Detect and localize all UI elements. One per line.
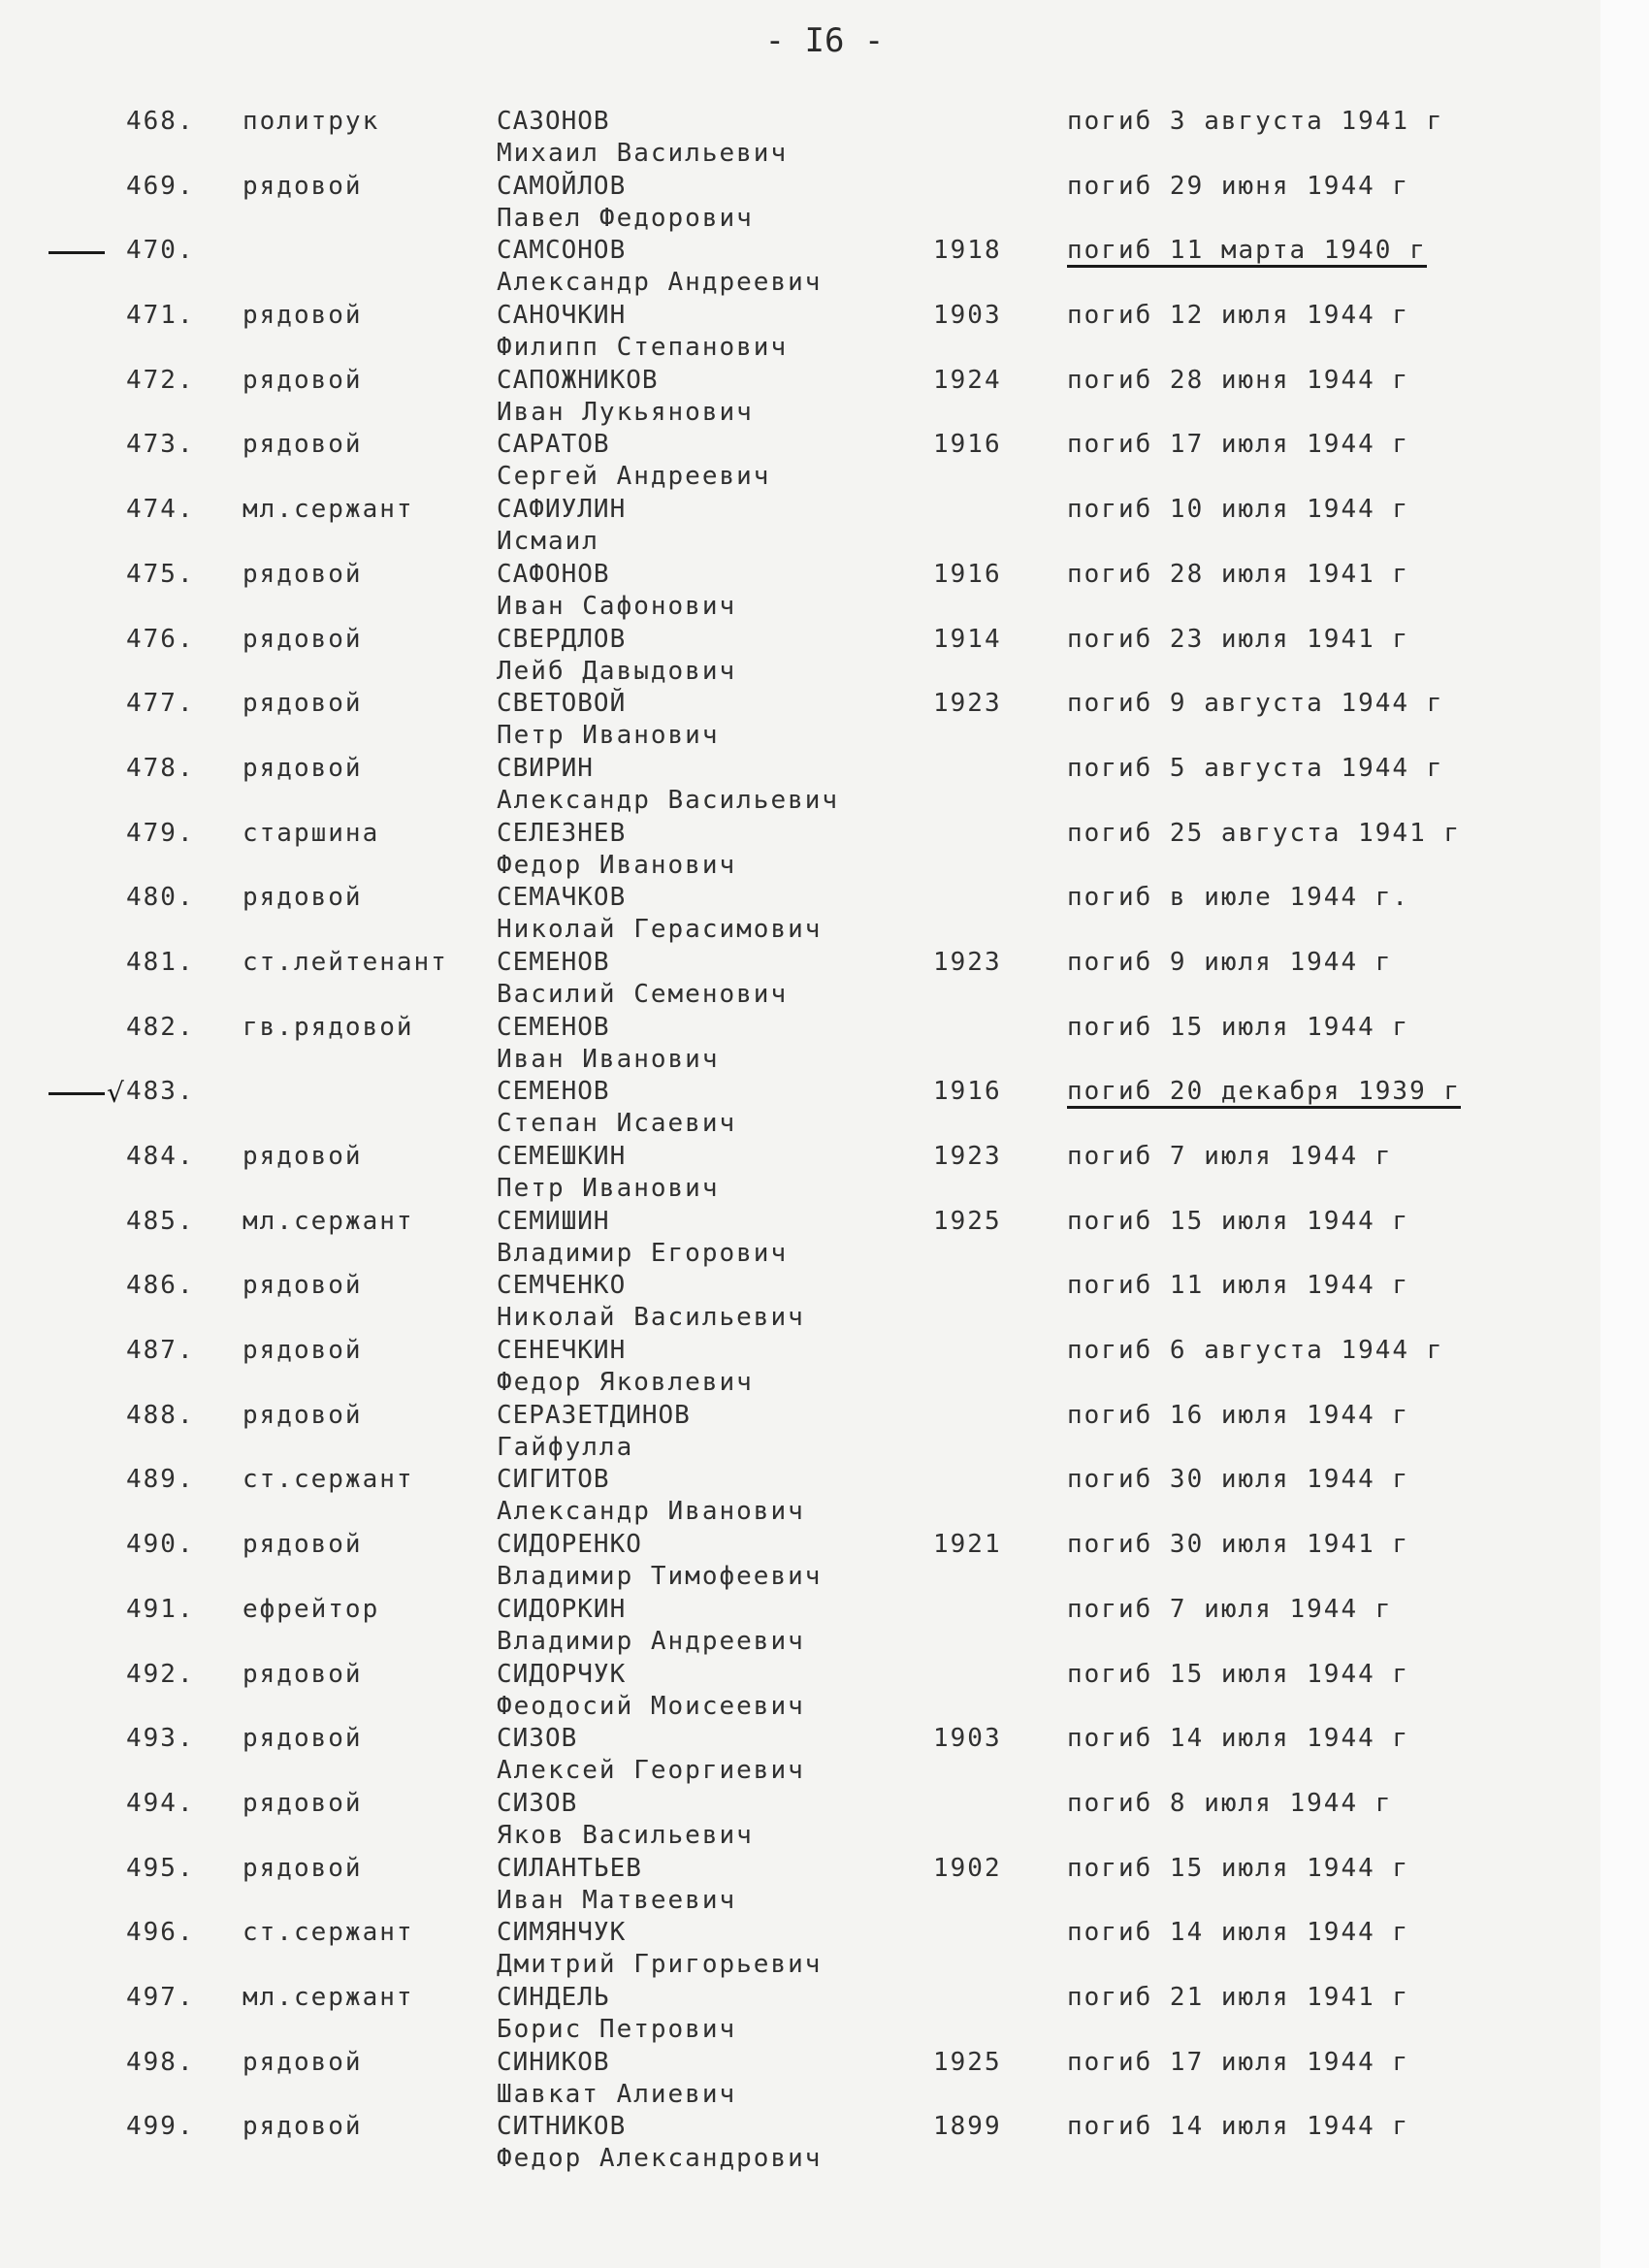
entry-number: 489. bbox=[126, 1465, 195, 1495]
entry-surname: СИМЯНЧУК bbox=[497, 1918, 627, 1948]
list-item bbox=[0, 819, 1600, 884]
list-item bbox=[0, 689, 1600, 754]
entry-given-name: Борис Петрович bbox=[497, 2014, 737, 2044]
entry-given-name: Николай Герасимович bbox=[497, 915, 823, 945]
entry-surname: СЕМЕНОВ bbox=[497, 1077, 610, 1107]
entry-number: 484. bbox=[126, 1142, 195, 1171]
entry-rank: рядовой bbox=[242, 624, 363, 654]
entry-birth-year: 1916 bbox=[933, 1077, 1002, 1107]
entry-birth-year: 1924 bbox=[933, 365, 1002, 395]
list-item bbox=[0, 495, 1600, 560]
list-item bbox=[0, 1336, 1600, 1401]
entry-given-name: Михаил Васильевич bbox=[497, 139, 789, 168]
entry-rank: ст.сержант bbox=[242, 1465, 414, 1495]
entry-number: 470. bbox=[126, 236, 195, 266]
entry-number: 486. bbox=[126, 1271, 195, 1301]
entry-rank: ефрейтор bbox=[242, 1594, 380, 1624]
entry-surname: СЕМАЧКОВ bbox=[497, 883, 627, 913]
entry-fate: погиб 30 июля 1944 г bbox=[1067, 1465, 1410, 1495]
entry-fate: погиб 7 июля 1944 г bbox=[1067, 1142, 1393, 1171]
list-item bbox=[0, 1724, 1600, 1789]
entry-rank: рядовой bbox=[242, 753, 363, 783]
entry-fate: погиб 15 июля 1944 г bbox=[1067, 1206, 1410, 1236]
entry-surname: СЕМЧЕНКО bbox=[497, 1271, 627, 1301]
list-item bbox=[0, 1660, 1600, 1725]
list-item bbox=[0, 301, 1600, 366]
entry-number: 473. bbox=[126, 430, 195, 460]
entry-surname: СВЕТОВОЙ bbox=[497, 689, 627, 719]
list-item bbox=[0, 1207, 1600, 1272]
entry-given-name: Сергей Андреевич bbox=[497, 462, 771, 492]
list-item bbox=[0, 107, 1600, 172]
list-item bbox=[0, 1401, 1600, 1466]
entry-number: 495. bbox=[126, 1853, 195, 1883]
entry-given-name: Иван Лукьянович bbox=[497, 397, 754, 427]
margin-dash-mark bbox=[48, 1092, 105, 1095]
entry-fate: погиб 15 июля 1944 г bbox=[1067, 1853, 1410, 1883]
entry-fate: погиб 9 августа 1944 г bbox=[1067, 689, 1444, 719]
entry-number: 472. bbox=[126, 365, 195, 395]
entry-fate: погиб 15 июля 1944 г bbox=[1067, 1659, 1410, 1689]
entry-number: 474. bbox=[126, 495, 195, 525]
entry-rank: рядовой bbox=[242, 689, 363, 719]
list-item bbox=[0, 948, 1600, 1013]
entry-given-name: Алексей Георгиевич bbox=[497, 1756, 805, 1786]
list-item bbox=[0, 1983, 1600, 2048]
entry-given-name: Владимир Тимофеевич bbox=[497, 1562, 823, 1592]
entry-number: 497. bbox=[126, 1982, 195, 2012]
entry-rank: рядовой bbox=[242, 2047, 363, 2077]
entry-number: 478. bbox=[126, 753, 195, 783]
entry-birth-year: 1902 bbox=[933, 1853, 1002, 1883]
entry-number: 477. bbox=[126, 689, 195, 719]
entry-surname: СЕМЕНОВ bbox=[497, 947, 610, 977]
entry-birth-year: 1903 bbox=[933, 1724, 1002, 1754]
entry-surname: СЕМЕНОВ bbox=[497, 1012, 610, 1042]
entry-given-name: Исмаил bbox=[497, 527, 599, 557]
entry-fate: погиб 14 июля 1944 г bbox=[1067, 1724, 1410, 1754]
entry-birth-year: 1923 bbox=[933, 947, 1002, 977]
entry-rank: рядовой bbox=[242, 559, 363, 589]
entry-fate: погиб 29 июня 1944 г bbox=[1067, 171, 1410, 201]
entry-fate: погиб 23 июля 1941 г bbox=[1067, 624, 1410, 654]
list-item bbox=[0, 366, 1600, 431]
list-item bbox=[0, 560, 1600, 625]
entry-given-name: Александр Андреевич bbox=[497, 268, 823, 298]
entry-given-name: Федор Яковлевич bbox=[497, 1368, 754, 1398]
entry-rank: старшина bbox=[242, 818, 380, 848]
entry-given-name: Петр Иванович bbox=[497, 721, 720, 751]
entry-fate: погиб 28 июня 1944 г bbox=[1067, 365, 1410, 395]
entry-surname: СИДОРЕНКО bbox=[497, 1530, 642, 1560]
entry-birth-year: 1914 bbox=[933, 624, 1002, 654]
entry-number: 479. bbox=[126, 818, 195, 848]
list-item bbox=[0, 430, 1600, 495]
entry-rank: рядовой bbox=[242, 1271, 363, 1301]
entry-rank: рядовой bbox=[242, 1530, 363, 1560]
entry-rank: ст.лейтенант bbox=[242, 947, 448, 977]
entry-birth-year: 1903 bbox=[933, 301, 1002, 331]
entry-number: 475. bbox=[126, 559, 195, 589]
list-item bbox=[0, 1530, 1600, 1595]
entry-rank: гв.рядовой bbox=[242, 1012, 414, 1042]
entry-given-name: Феодосий Моисеевич bbox=[497, 1691, 805, 1721]
entry-rank: рядовой bbox=[242, 1853, 363, 1883]
entry-rank: рядовой bbox=[242, 2112, 363, 2142]
entry-rank: рядовой bbox=[242, 365, 363, 395]
entry-surname: САНОЧКИН bbox=[497, 301, 627, 331]
entry-surname: СИЗОВ bbox=[497, 1788, 578, 1818]
list-item bbox=[0, 1142, 1600, 1207]
entry-birth-year: 1918 bbox=[933, 236, 1002, 266]
list-item bbox=[0, 754, 1600, 819]
entry-number: 480. bbox=[126, 883, 195, 913]
entry-birth-year: 1899 bbox=[933, 2112, 1002, 2142]
entry-birth-year: 1921 bbox=[933, 1530, 1002, 1560]
list-item bbox=[0, 1918, 1600, 1983]
entry-surname: СВИРИН bbox=[497, 753, 594, 783]
entry-rank: рядовой bbox=[242, 883, 363, 913]
entry-surname: СВЕРДЛОВ bbox=[497, 624, 627, 654]
entry-surname: СИНДЕЛЬ bbox=[497, 1982, 610, 2012]
list-item bbox=[0, 172, 1600, 237]
entry-fate: погиб 17 июля 1944 г bbox=[1067, 430, 1410, 460]
entry-rank: ст.сержант bbox=[242, 1918, 414, 1948]
entry-given-name: Дмитрий Григорьевич bbox=[497, 1950, 823, 1980]
entry-surname: САМСОНОВ bbox=[497, 236, 627, 266]
margin-dash-mark bbox=[48, 251, 105, 254]
entry-fate: погиб 25 августа 1941 г bbox=[1067, 818, 1462, 848]
entry-given-name: Шавкат Алиевич bbox=[497, 2079, 737, 2109]
entry-fate: погиб в июле 1944 г. bbox=[1067, 883, 1410, 913]
entry-fate: погиб 14 июля 1944 г bbox=[1067, 2112, 1410, 2142]
entry-number: 482. bbox=[126, 1012, 195, 1042]
list-item bbox=[0, 2048, 1600, 2113]
list-item bbox=[0, 1854, 1600, 1919]
entry-rank: политрук bbox=[242, 107, 380, 136]
list-item bbox=[0, 236, 1600, 301]
entry-surname: СЕРАЗЕТДИНОВ bbox=[497, 1400, 691, 1430]
entry-rank: рядовой bbox=[242, 1788, 363, 1818]
entry-fate: погиб 8 июля 1944 г bbox=[1067, 1788, 1393, 1818]
entry-surname: САПОЖНИКОВ bbox=[497, 365, 659, 395]
entry-given-name: Филипп Степанович bbox=[497, 333, 789, 363]
list-item bbox=[0, 1013, 1600, 1078]
entry-number: 493. bbox=[126, 1724, 195, 1754]
entry-number: 476. bbox=[126, 624, 195, 654]
entry-fate: погиб 10 июля 1944 г bbox=[1067, 495, 1410, 525]
entry-given-name: Иван Иванович bbox=[497, 1044, 720, 1074]
entry-number: 492. bbox=[126, 1659, 195, 1689]
entry-fate: погиб 12 июля 1944 г bbox=[1067, 301, 1410, 331]
entry-surname: СЕМИШИН bbox=[497, 1206, 610, 1236]
list-item bbox=[0, 2112, 1600, 2177]
entry-fate: погиб 20 декабря 1939 г bbox=[1067, 1077, 1461, 1109]
entry-fate: погиб 28 июля 1941 г bbox=[1067, 559, 1410, 589]
entry-given-name: Степан Исаевич bbox=[497, 1109, 737, 1139]
entry-given-name: Иван Матвеевич bbox=[497, 1885, 737, 1915]
entry-given-name: Владимир Егорович bbox=[497, 1238, 789, 1268]
entry-number: 468. bbox=[126, 107, 195, 136]
entry-surname: САФОНОВ bbox=[497, 559, 610, 589]
entry-rank: мл.сержант bbox=[242, 495, 414, 525]
entry-fate: погиб 17 июля 1944 г bbox=[1067, 2047, 1410, 2077]
entry-surname: САФИУЛИН bbox=[497, 495, 627, 525]
entry-surname: СИТНИКОВ bbox=[497, 2112, 627, 2142]
list-item bbox=[0, 1077, 1600, 1142]
entry-birth-year: 1916 bbox=[933, 559, 1002, 589]
entry-given-name: Василий Семенович bbox=[497, 979, 789, 1009]
entry-number: 469. bbox=[126, 171, 195, 201]
entry-surname: САЗОНОВ bbox=[497, 107, 610, 136]
entry-surname: СИДОРЧУК bbox=[497, 1659, 627, 1689]
entry-rank: рядовой bbox=[242, 1659, 363, 1689]
entry-surname: САМОЙЛОВ bbox=[497, 171, 627, 201]
entry-given-name: Иван Сафонович bbox=[497, 591, 737, 621]
entry-surname: СИЛАНТЬЕВ bbox=[497, 1853, 642, 1883]
entry-fate: погиб 11 июля 1944 г bbox=[1067, 1271, 1410, 1301]
entry-number: 491. bbox=[126, 1594, 195, 1624]
entry-rank: рядовой bbox=[242, 1724, 363, 1754]
entry-fate: погиб 5 августа 1944 г bbox=[1067, 753, 1444, 783]
entry-rank: рядовой bbox=[242, 1400, 363, 1430]
entry-birth-year: 1925 bbox=[933, 1206, 1002, 1236]
entry-number: 499. bbox=[126, 2112, 195, 2142]
entry-given-name: Федор Иванович bbox=[497, 850, 737, 880]
entry-given-name: Лейб Давыдович bbox=[497, 656, 737, 686]
entry-number: 487. bbox=[126, 1336, 195, 1366]
entry-birth-year: 1916 bbox=[933, 430, 1002, 460]
entry-number: 481. bbox=[126, 947, 195, 977]
entry-fate: погиб 14 июля 1944 г bbox=[1067, 1918, 1410, 1948]
list-item bbox=[0, 1789, 1600, 1854]
list-item bbox=[0, 883, 1600, 948]
entry-given-name: Владимир Андреевич bbox=[497, 1626, 805, 1656]
entry-number: 488. bbox=[126, 1400, 195, 1430]
entry-birth-year: 1925 bbox=[933, 2047, 1002, 2077]
entry-number: 494. bbox=[126, 1788, 195, 1818]
entry-birth-year: 1923 bbox=[933, 1142, 1002, 1171]
check-mark-icon: √ bbox=[107, 1077, 126, 1110]
entry-fate: погиб 6 августа 1944 г bbox=[1067, 1336, 1444, 1366]
entry-number: 490. bbox=[126, 1530, 195, 1560]
list-item bbox=[0, 1271, 1600, 1336]
entry-rank: рядовой bbox=[242, 430, 363, 460]
entry-rank: рядовой bbox=[242, 171, 363, 201]
list-item bbox=[0, 1465, 1600, 1530]
entry-fate: погиб 16 июля 1944 г bbox=[1067, 1400, 1410, 1430]
entry-given-name: Петр Иванович bbox=[497, 1174, 720, 1203]
entry-given-name: Яков Васильевич bbox=[497, 1820, 754, 1850]
entry-fate: погиб 21 июля 1941 г bbox=[1067, 1982, 1410, 2012]
entry-rank: рядовой bbox=[242, 1336, 363, 1366]
entry-given-name: Федор Александрович bbox=[497, 2144, 823, 2174]
entry-birth-year: 1923 bbox=[933, 689, 1002, 719]
entry-surname: СИЗОВ bbox=[497, 1724, 578, 1754]
entry-fate: погиб 15 июля 1944 г bbox=[1067, 1012, 1410, 1042]
entry-number: 471. bbox=[126, 301, 195, 331]
entry-surname: СЕЛЕЗНЕВ bbox=[497, 818, 627, 848]
entry-rank: мл.сержант bbox=[242, 1982, 414, 2012]
entry-surname: СЕМЕШКИН bbox=[497, 1142, 627, 1171]
entry-given-name: Гайфулла bbox=[497, 1432, 634, 1462]
entry-given-name: Александр Васильевич bbox=[497, 785, 840, 815]
entry-rank: рядовой bbox=[242, 301, 363, 331]
entry-rank: рядовой bbox=[242, 1142, 363, 1171]
entry-surname: СИНИКОВ bbox=[497, 2047, 610, 2077]
entry-number: 483. bbox=[126, 1077, 195, 1107]
entry-surname: САРАТОВ bbox=[497, 430, 610, 460]
entry-fate: погиб 11 марта 1940 г bbox=[1067, 236, 1427, 268]
entry-number: 485. bbox=[126, 1206, 195, 1236]
entry-given-name: Александр Иванович bbox=[497, 1497, 805, 1527]
entry-surname: СИДОРКИН bbox=[497, 1594, 627, 1624]
page-number: - I6 - bbox=[764, 21, 885, 60]
entry-given-name: Николай Васильевич bbox=[497, 1303, 805, 1333]
entry-fate: погиб 7 июля 1944 г bbox=[1067, 1594, 1393, 1624]
entry-surname: СЕНЕЧКИН bbox=[497, 1336, 627, 1366]
entry-surname: СИГИТОВ bbox=[497, 1465, 610, 1495]
list-item bbox=[0, 1595, 1600, 1660]
scan-margin bbox=[1600, 0, 1649, 2268]
entry-fate: погиб 30 июля 1941 г bbox=[1067, 1530, 1410, 1560]
casualty-list bbox=[0, 107, 1600, 2177]
entry-given-name: Павел Федорович bbox=[497, 203, 754, 233]
entry-fate: погиб 3 августа 1941 г bbox=[1067, 107, 1444, 136]
list-item bbox=[0, 625, 1600, 690]
entry-rank: мл.сержант bbox=[242, 1206, 414, 1236]
entry-fate: погиб 9 июля 1944 г bbox=[1067, 947, 1393, 977]
entry-number: 496. bbox=[126, 1918, 195, 1948]
entry-number: 498. bbox=[126, 2047, 195, 2077]
